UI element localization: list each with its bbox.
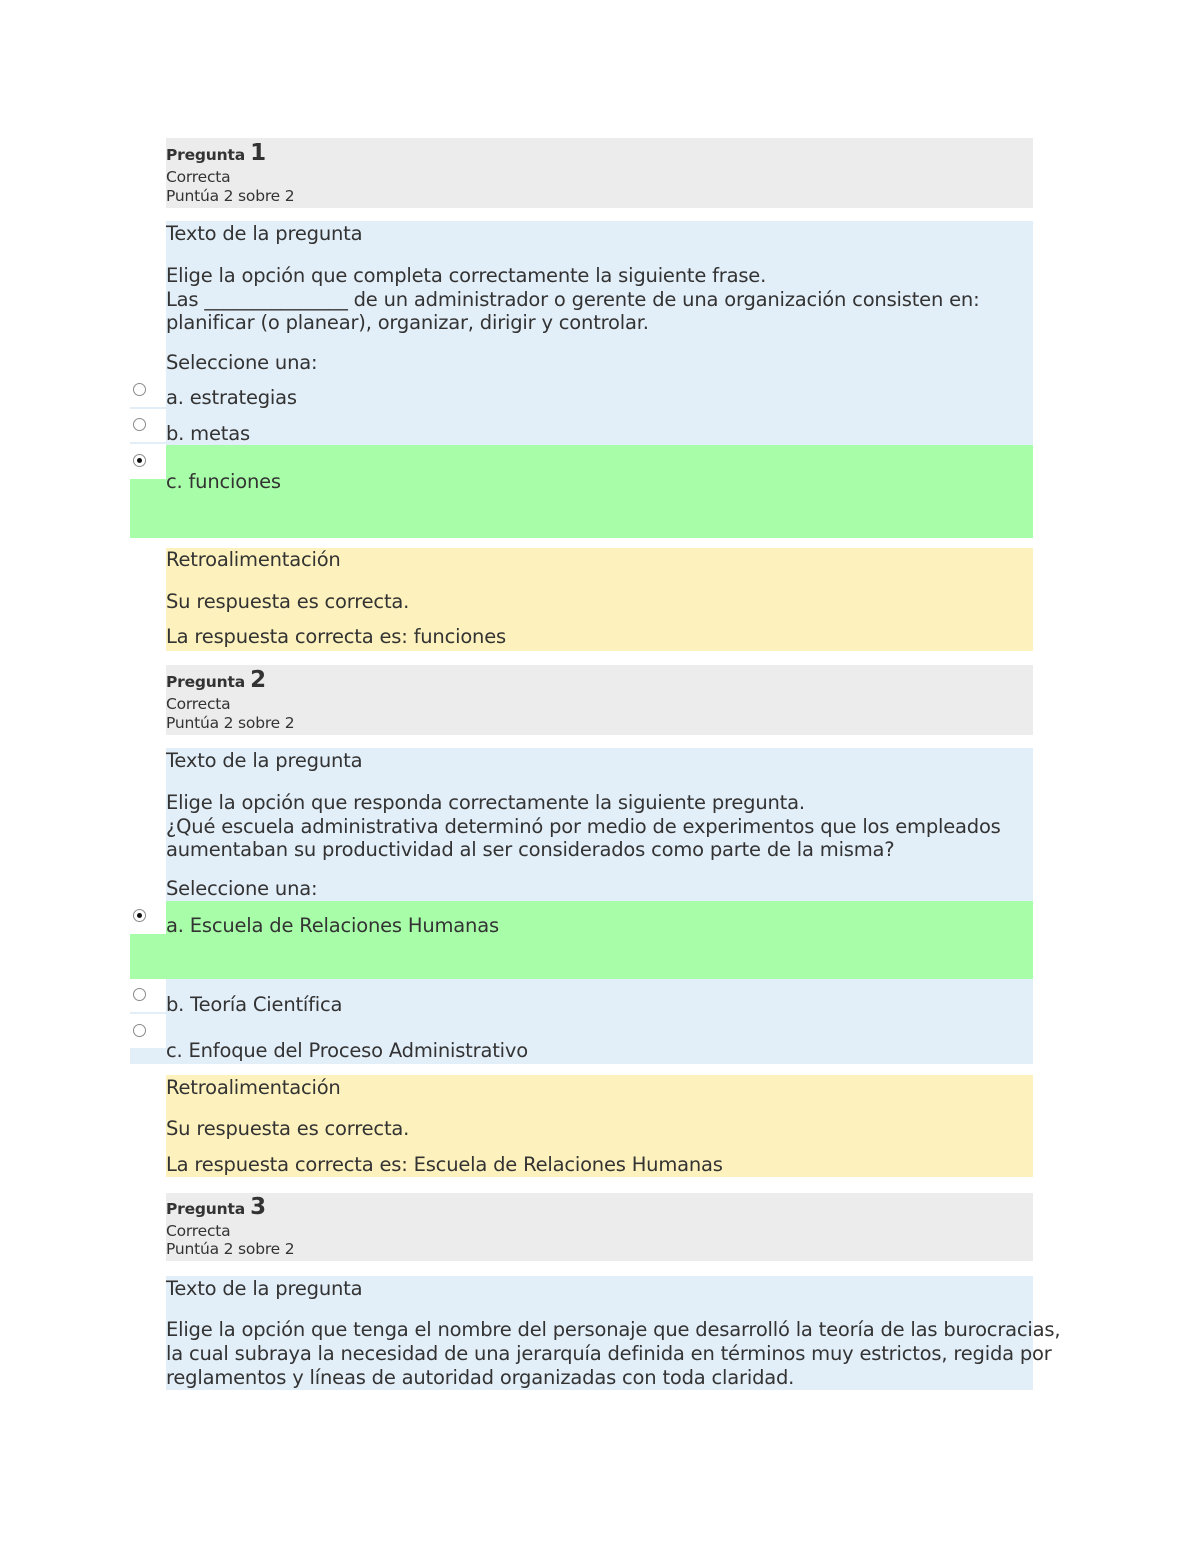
question-1-option-c[interactable]: c. funciones <box>166 470 281 493</box>
question-1-option-b[interactable]: b. metas <box>166 422 250 445</box>
option-divider-block <box>130 1048 166 1064</box>
question-2-option-a-radio[interactable] <box>133 909 146 922</box>
question-1-score: Puntúa 2 sobre 2 <box>166 187 295 205</box>
question-3-state: Correcta <box>166 1222 231 1240</box>
question-1-option-a[interactable]: a. estrategias <box>166 386 297 409</box>
option-divider <box>130 442 166 444</box>
question-3-heading <box>166 1195 266 1221</box>
question-2-prompt-line-1: Elige la opción que responda correctamente la siguiente pregunta. <box>166 791 805 814</box>
question-1-feedback-answer: La respuesta correcta es: funciones <box>166 625 506 648</box>
question-2-section-title: Texto de la pregunta <box>166 749 363 772</box>
question-1-feedback-title: Retroalimentación <box>166 548 341 571</box>
question-2-heading <box>166 668 266 694</box>
question-2-prompt-line-3: aumentaban su productividad al ser considerados como parte de la misma? <box>166 838 895 861</box>
question-label: Pregunta <box>166 1200 245 1218</box>
question-1-state: Correcta <box>166 168 231 186</box>
question-1-feedback-result: Su respuesta es correcta. <box>166 590 410 613</box>
question-3-prompt-line-2: la cual subraya la necesidad de una jerarquía definida en términos muy estrictos, regida por <box>166 1342 1052 1365</box>
question-1-prompt-line-2: Las _______________ de un administrador o gerente de una organización consisten en: <box>166 288 980 311</box>
question-3-prompt-line-1: Elige la opción que tenga el nombre del personaje que desarrolló la teoría de las burocracias, <box>166 1318 1061 1341</box>
question-2-prompt-line-2: ¿Qué escuela administrativa determinó por medio de experimentos que los empleados <box>166 815 1001 838</box>
question-2-feedback-result: Su respuesta es correcta. <box>166 1117 410 1140</box>
question-label: Pregunta <box>166 146 245 164</box>
question-1-section-title: Texto de la pregunta <box>166 222 363 245</box>
question-2-feedback-title: Retroalimentación <box>166 1076 341 1099</box>
question-3-info-box <box>166 1193 1033 1261</box>
question-2-score: Puntúa 2 sobre 2 <box>166 714 295 732</box>
question-number: 1 <box>250 140 266 166</box>
question-1-info-box <box>166 138 1033 208</box>
question-2-select-label: Seleccione una: <box>166 877 318 900</box>
question-3-prompt-line-3: reglamentos y líneas de autoridad organizadas con toda claridad. <box>166 1366 795 1389</box>
question-2-option-b-radio[interactable] <box>133 988 146 1001</box>
option-divider <box>130 407 166 409</box>
question-number: 3 <box>250 1194 266 1220</box>
question-1-prompt-line-3: planificar (o planear), organizar, dirigir y controlar. <box>166 311 649 334</box>
question-3-score: Puntúa 2 sobre 2 <box>166 1240 295 1258</box>
question-2-option-a[interactable]: a. Escuela de Relaciones Humanas <box>166 914 499 937</box>
question-3-section-title: Texto de la pregunta <box>166 1277 363 1300</box>
question-2-option-c-radio[interactable] <box>133 1024 146 1037</box>
option-divider <box>130 1012 166 1014</box>
question-number: 2 <box>250 667 266 693</box>
question-1-select-label: Seleccione una: <box>166 351 318 374</box>
question-label: Pregunta <box>166 673 245 691</box>
question-1-prompt-line-1: Elige la opción que completa correctamente la siguiente frase. <box>166 264 767 287</box>
question-2-state: Correcta <box>166 695 231 713</box>
question-1-option-a-radio[interactable] <box>133 383 146 396</box>
question-2-correct-answer-highlight <box>130 901 1033 979</box>
question-1-option-b-radio[interactable] <box>133 418 146 431</box>
question-1-option-c-radio[interactable] <box>133 454 146 467</box>
question-2-option-c[interactable]: c. Enfoque del Proceso Administrativo <box>166 1039 528 1062</box>
question-2-option-b[interactable]: b. Teoría Científica <box>166 993 343 1016</box>
question-2-info-box <box>166 665 1033 735</box>
question-1-heading <box>166 141 266 167</box>
question-2-feedback-answer: La respuesta correcta es: Escuela de Relaciones Humanas <box>166 1153 723 1176</box>
